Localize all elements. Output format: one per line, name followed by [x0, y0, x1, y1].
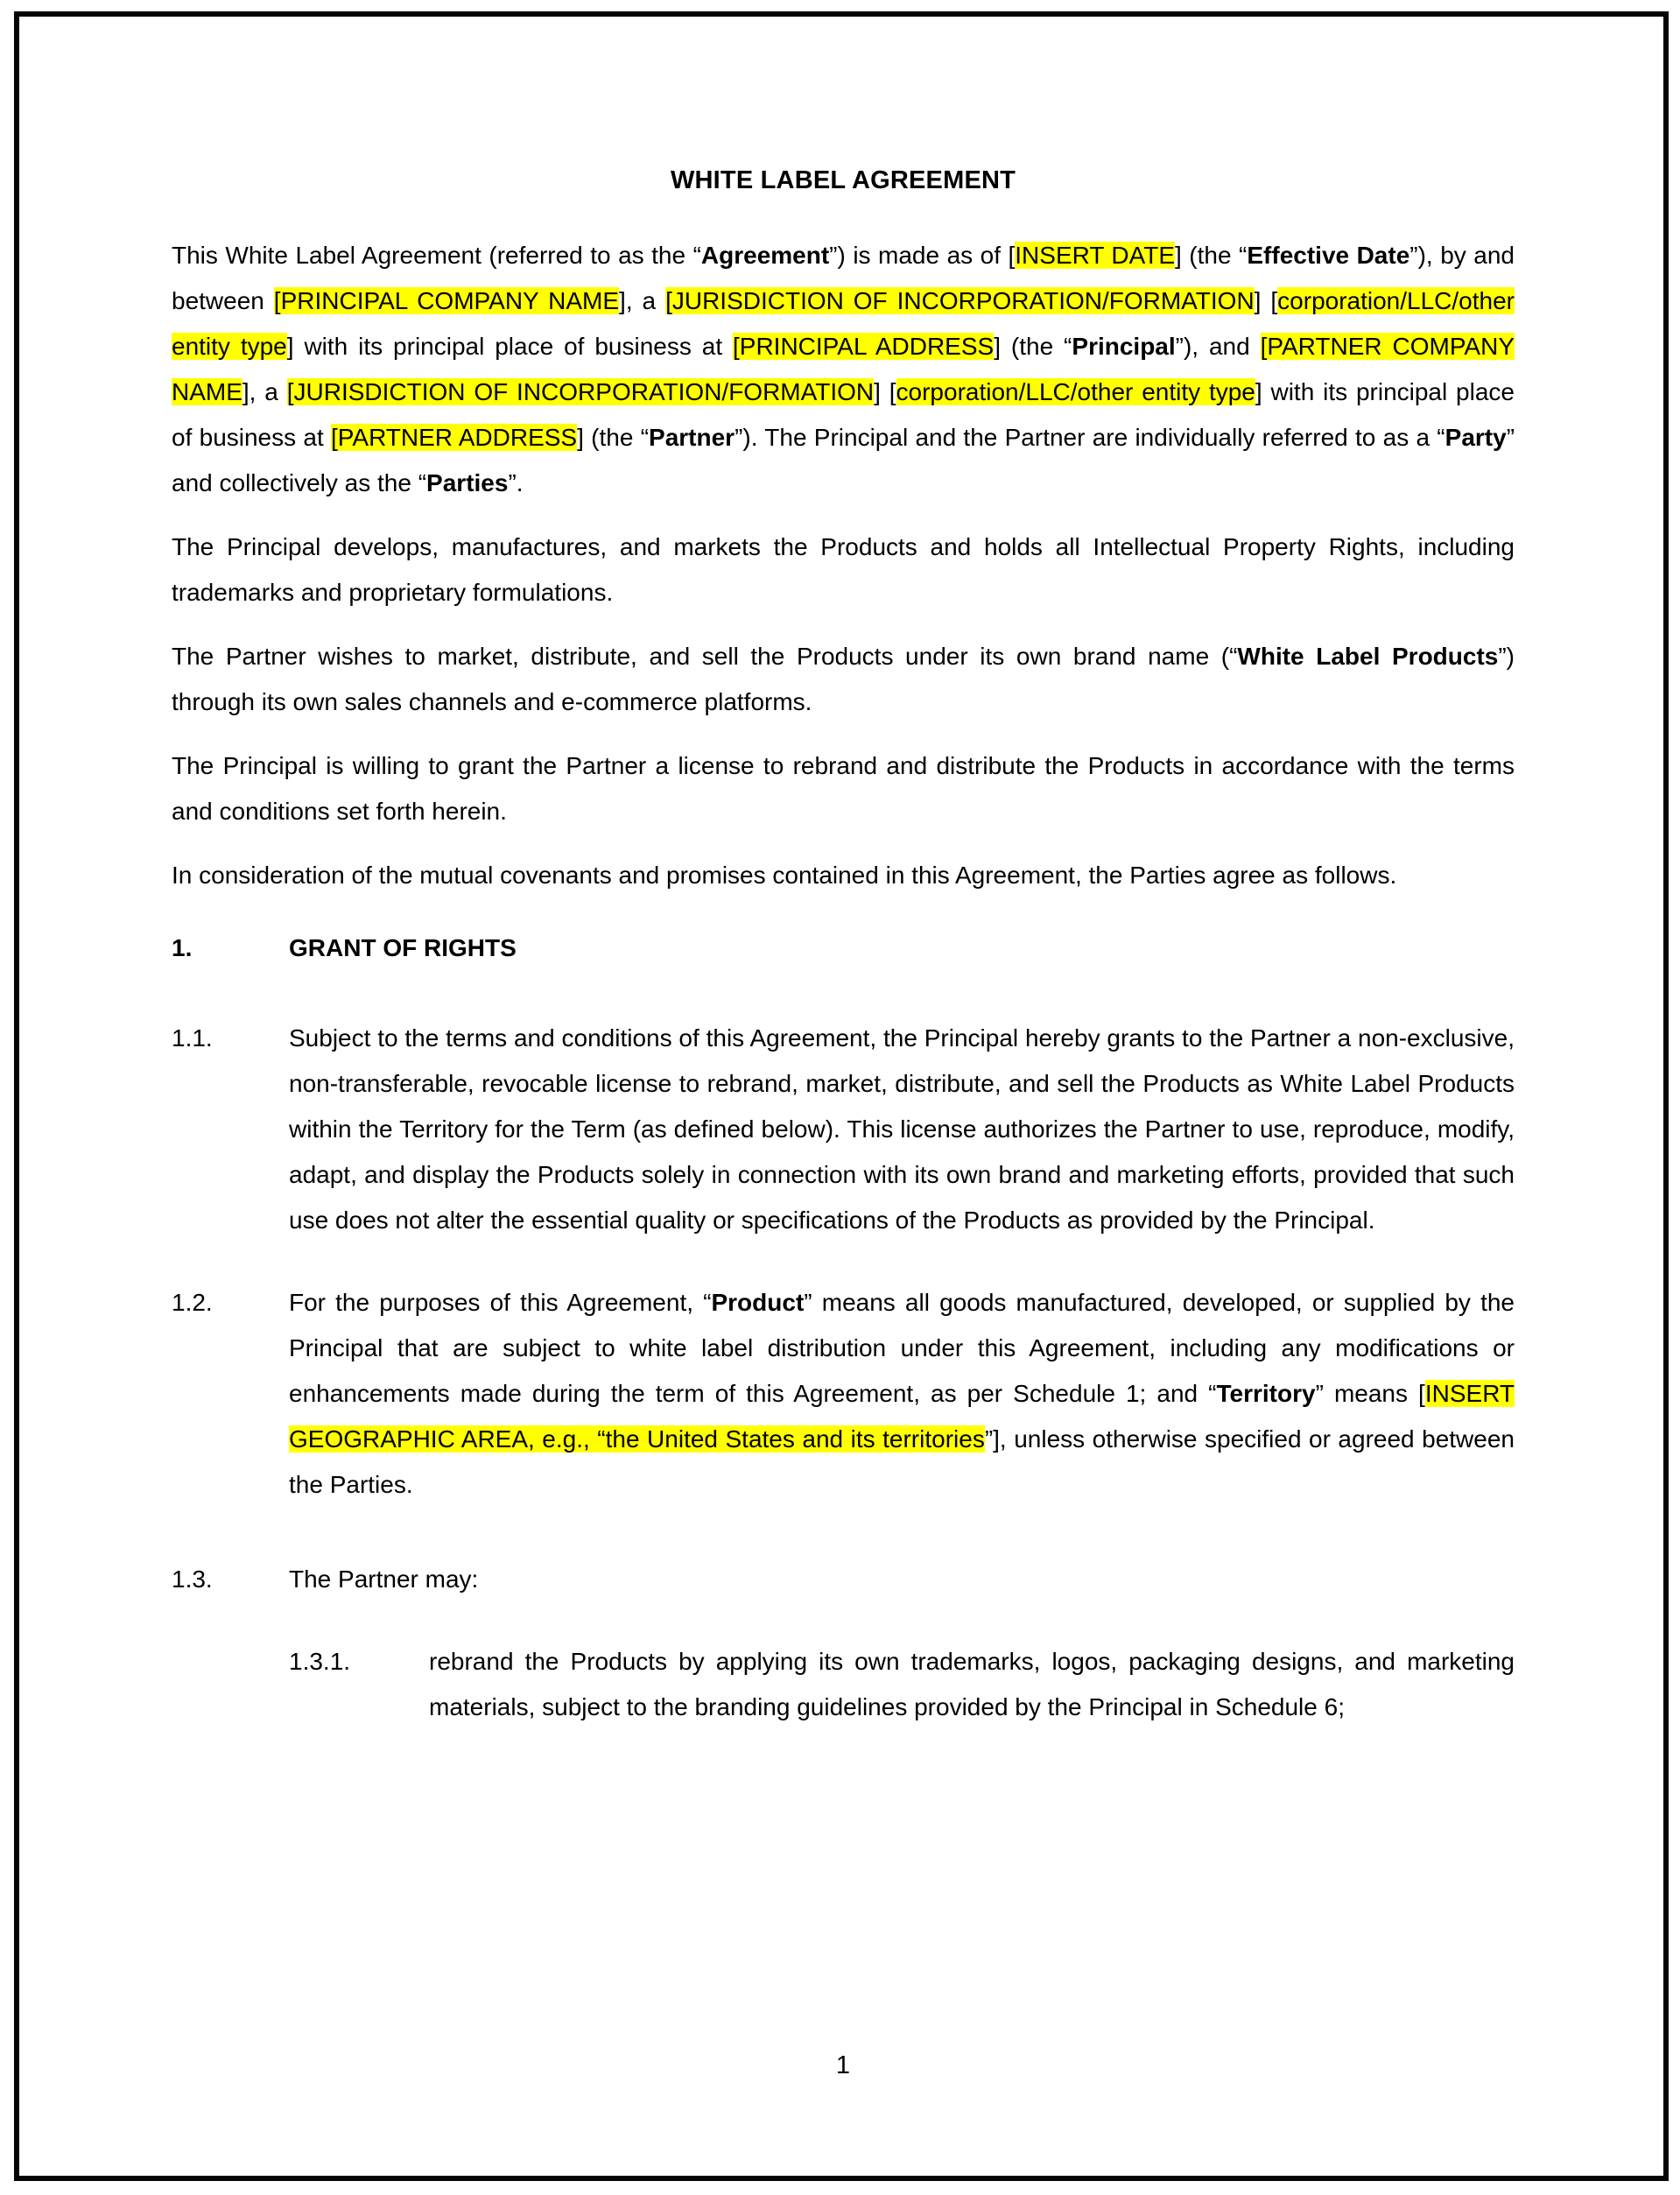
text-run: ” means all goods manufactured, developed, or supplied by the Principal that are subject to white label distribution under this Agreement, including any modifications or enhancements made during the term of this Agreement, as per Schedule 1; and “ [289, 1289, 1515, 1407]
recital-consideration [172, 853, 1515, 898]
highlighted-placeholder: [PRINCIPAL ADDRESS [733, 333, 995, 360]
text-run: The Principal develops, manufactures, and markets the Products and holds all Intellectual Property Rights, including trademarks and proprietary formulations. [172, 533, 1515, 606]
recital-principal-willing [172, 743, 1515, 834]
highlighted-placeholder: corporation/LLC/other entity type [896, 378, 1255, 405]
text-run: ] (the “ [577, 424, 650, 451]
clause-number: 1.2. [172, 1289, 213, 1316]
bold-defined-term: Partner [649, 424, 735, 451]
bold-defined-term: Parties [426, 469, 509, 496]
clause-text [289, 1565, 478, 1593]
text-run: ], a [619, 287, 666, 314]
text-run: The Partner may: [289, 1565, 479, 1593]
text-run: ”) is made as of [ [829, 242, 1016, 269]
text-run: ] with its principal place of business at [286, 333, 733, 360]
clause-text [289, 1024, 1515, 1234]
section-number: 1. [172, 934, 193, 961]
page-content [172, 0, 1515, 2195]
document-title: WHITE LABEL AGREEMENT [670, 166, 1016, 194]
text-run: ] [ [1254, 287, 1278, 314]
highlighted-placeholder: [PARTNER ADDRESS [331, 424, 578, 451]
section-heading-grant-of-rights [172, 925, 1515, 971]
text-run: ”). The Principal and the Partner are individually referred to as a “ [735, 424, 1445, 451]
section-heading-text: GRANT OF RIGHTS [289, 934, 517, 961]
clause-1-3-1 [172, 1639, 1515, 1730]
intro-paragraph-parties [172, 233, 1515, 506]
clause-1-3 [172, 1557, 1515, 1602]
text-run: ], a [242, 378, 287, 405]
text-run: ”) through its own sales channels and e-commerce platforms. [172, 643, 1515, 715]
highlighted-placeholder: [PRINCIPAL COMPANY NAME [273, 287, 620, 314]
text-run: The Partner wishes to market, distribute, and sell the Products under its own brand name (“ [172, 643, 1238, 670]
text-run: ”], unless otherwise specified or agreed between the Parties. [289, 1425, 1515, 1498]
clause-text [289, 1289, 1515, 1498]
text-run: ] (the “ [1175, 242, 1248, 269]
highlighted-placeholder: corporation/LLC/other entity type [172, 287, 1515, 360]
bold-defined-term: Effective Date [1247, 242, 1410, 269]
clause-number: 1.3. [172, 1565, 213, 1593]
text-run: This White Label Agreement (referred to as the “ [172, 242, 701, 269]
clause-1-1 [172, 1016, 1515, 1243]
highlighted-placeholder: [JURISDICTION OF INCORPORATION/FORMATION [665, 287, 1255, 314]
bold-defined-term: Agreement [700, 242, 830, 269]
highlighted-placeholder: [JURISDICTION OF INCORPORATION/FORMATION [286, 378, 875, 405]
text-run: ” and collectively as the “ [172, 424, 1515, 496]
text-run: The Principal is willing to grant the Partner a license to rebrand and distribute the Products in accordance with the terms and conditions set forth herein. [172, 752, 1515, 825]
text-run: ] (the “ [994, 333, 1072, 360]
clause-text [429, 1648, 1515, 1720]
highlighted-placeholder: [PARTNER COMPANY NAME [172, 333, 1515, 405]
clause-1-2 [172, 1280, 1515, 1508]
text-run: For the purposes of this Agreement, “ [289, 1289, 712, 1316]
bold-defined-term: Product [711, 1289, 805, 1316]
bold-defined-term: Party [1445, 424, 1507, 451]
text-run: ”), by and between [172, 242, 1515, 314]
bold-defined-term: Principal [1072, 333, 1176, 360]
text-run: In consideration of the mutual covenants and promises contained in this Agreement, the Parties agree as follows. [172, 862, 1397, 889]
text-run: ] with its principal place of business at [172, 378, 1515, 451]
recital-partner-wishes [172, 634, 1515, 725]
text-run: Subject to the terms and conditions of this Agreement, the Principal hereby grants to the Partner a non-exclusive, non-transferable, revocable license to rebrand, market, distribute, and sell the Products as White Label Products within the Territory for the Term (as defined below). This license authorizes the Partner to use, reproduce, modify, adapt, and display the Products solely in connection with its own brand and marketing efforts, provided that such use does not alter the essential quality or specifications of the Products as provided by the Principal. [289, 1024, 1515, 1234]
text-run: ” means [ [1315, 1380, 1425, 1407]
highlighted-placeholder: INSERT GEOGRAPHIC AREA, e.g., “the United States and its territories [289, 1380, 1515, 1453]
bold-defined-term: White Label Products [1237, 643, 1499, 670]
text-run: rebrand the Products by applying its own trademarks, logos, packaging designs, and marketing materials, subject to the branding guidelines provided by the Principal in Schedule 6; [429, 1648, 1515, 1720]
text-run: ”. [508, 469, 524, 496]
clause-number: 1.1. [172, 1024, 213, 1052]
text-run: ”), and [1175, 333, 1261, 360]
clause-number: 1.3.1. [289, 1648, 351, 1675]
text-run: ] [ [874, 378, 896, 405]
page-number: 1 [835, 2051, 851, 2079]
highlighted-placeholder: INSERT DATE [1015, 242, 1176, 269]
bold-defined-term: Territory [1216, 1380, 1316, 1407]
recital-principal-develops [172, 524, 1515, 616]
